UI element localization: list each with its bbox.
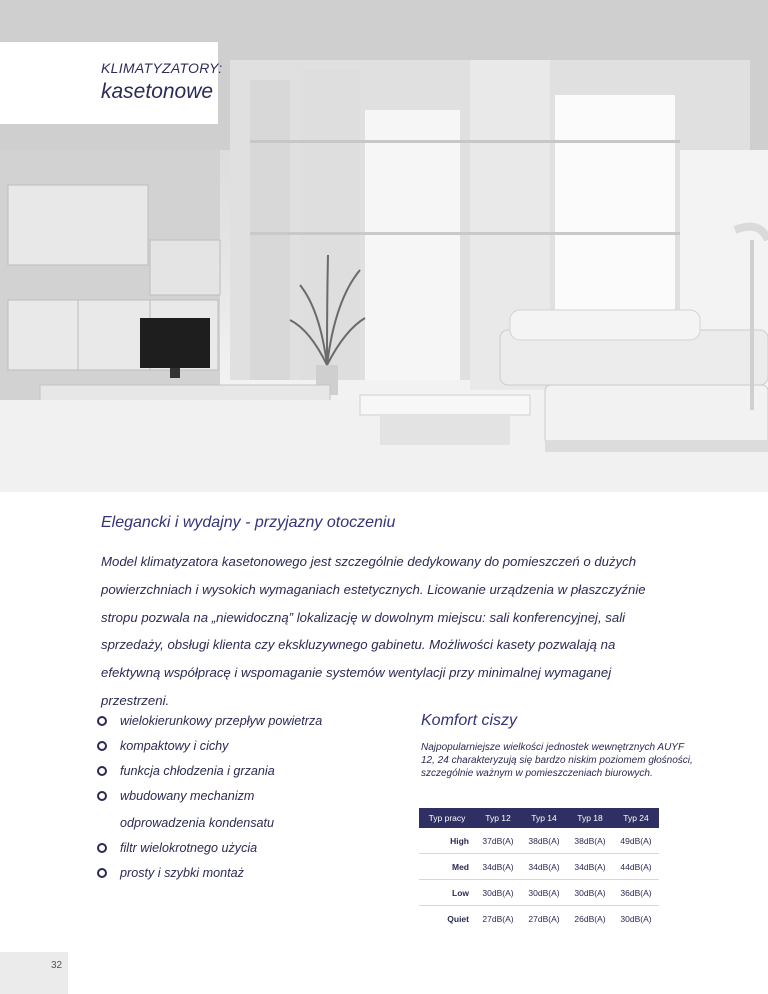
column-header: Typ 12 <box>475 808 521 828</box>
table-cell: 49dB(A) <box>613 828 659 854</box>
feature-text: kompaktowy i cichy <box>120 739 229 753</box>
feature-text: filtr wielokrotnego użycia <box>120 841 258 855</box>
ring-bullet-icon <box>97 868 107 878</box>
ring-bullet-icon <box>97 716 107 726</box>
table-cell: 34dB(A) <box>567 854 613 880</box>
comfort-heading: Komfort ciszy <box>421 712 518 729</box>
ring-bullet-icon <box>97 766 107 776</box>
feature-item <box>96 708 386 735</box>
table-cell: 36dB(A) <box>613 880 659 906</box>
column-header: Typ 18 <box>567 808 613 828</box>
table-cell: 30dB(A) <box>521 880 567 906</box>
ring-bullet-icon <box>97 741 107 751</box>
table-cell: 30dB(A) <box>475 880 521 906</box>
column-header: Typ pracy <box>419 808 475 828</box>
feature-item <box>96 733 386 760</box>
table-cell: 30dB(A) <box>613 906 659 931</box>
row-label: High <box>419 828 475 854</box>
table-cell: 27dB(A) <box>521 906 567 931</box>
feature-item <box>96 758 386 785</box>
comfort-text: Najpopularniejsze wielkości jednostek wewnętrznych AUYF 12, 24 charakteryzują się bardzo niskim poziomem głośności, szczególnie ważnym w pomieszczeniach biurowych. <box>421 742 693 780</box>
product-title: kasetonowe <box>101 80 214 103</box>
feature-list <box>96 708 386 885</box>
row-label: Quiet <box>419 906 475 931</box>
table-cell: 38dB(A) <box>521 828 567 854</box>
feature-item <box>96 783 320 837</box>
table-cell: 34dB(A) <box>521 854 567 880</box>
feature-item <box>96 860 386 887</box>
page-number: 32 <box>51 960 63 971</box>
ring-bullet-icon <box>97 843 107 853</box>
table-cell: 37dB(A) <box>475 828 521 854</box>
table-cell: 27dB(A) <box>475 906 521 931</box>
table-row <box>419 828 659 854</box>
table-cell: 34dB(A) <box>475 854 521 880</box>
column-header: Typ 24 <box>613 808 659 828</box>
noise-level-table <box>419 808 659 931</box>
table-cell: 44dB(A) <box>613 854 659 880</box>
feature-text: wbudowany mechanizm odprowadzenia kondensatu <box>120 789 275 830</box>
row-label: Med <box>419 854 475 880</box>
feature-item <box>96 835 386 862</box>
table-row <box>419 880 659 906</box>
ring-bullet-icon <box>97 791 107 801</box>
page-number-box <box>0 952 68 994</box>
table-header-row <box>419 808 659 828</box>
table-row <box>419 854 659 880</box>
column-header: Typ 14 <box>521 808 567 828</box>
row-label: Low <box>419 880 475 906</box>
table-cell: 38dB(A) <box>567 828 613 854</box>
table-cell: 30dB(A) <box>567 880 613 906</box>
feature-text: funkcja chłodzenia i grzania <box>120 764 275 778</box>
feature-text: wielokierunkowy przepływ powietrza <box>120 714 323 728</box>
intro-paragraph: Model klimatyzatora kasetonowego jest szczególnie dedykowany do pomieszczeń o dużych powierzchniach i wysokich wymaganiach estetycznych. Licowanie urządzenia w płaszczyźnie stropu pozwala na „niewidoczną” lokalizację w dowolnym miejscu: sali konferencyjnej, sali sprzedaży, obsługi klienta czy ekskluzywnego gabinetu. Możliwości kasety pozwalają na efektywną współpracę i wspomaganie systemów wentylacji przy minimalnej wymaganej przestrzeni. <box>101 554 646 708</box>
table-cell: 26dB(A) <box>567 906 613 931</box>
feature-text: prosty i szybki montaż <box>120 866 244 880</box>
section-heading: Elegancki i wydajny - przyjazny otoczeniu <box>101 514 396 531</box>
table-row <box>419 906 659 931</box>
category-label: KLIMATYZATORY: <box>101 60 223 76</box>
